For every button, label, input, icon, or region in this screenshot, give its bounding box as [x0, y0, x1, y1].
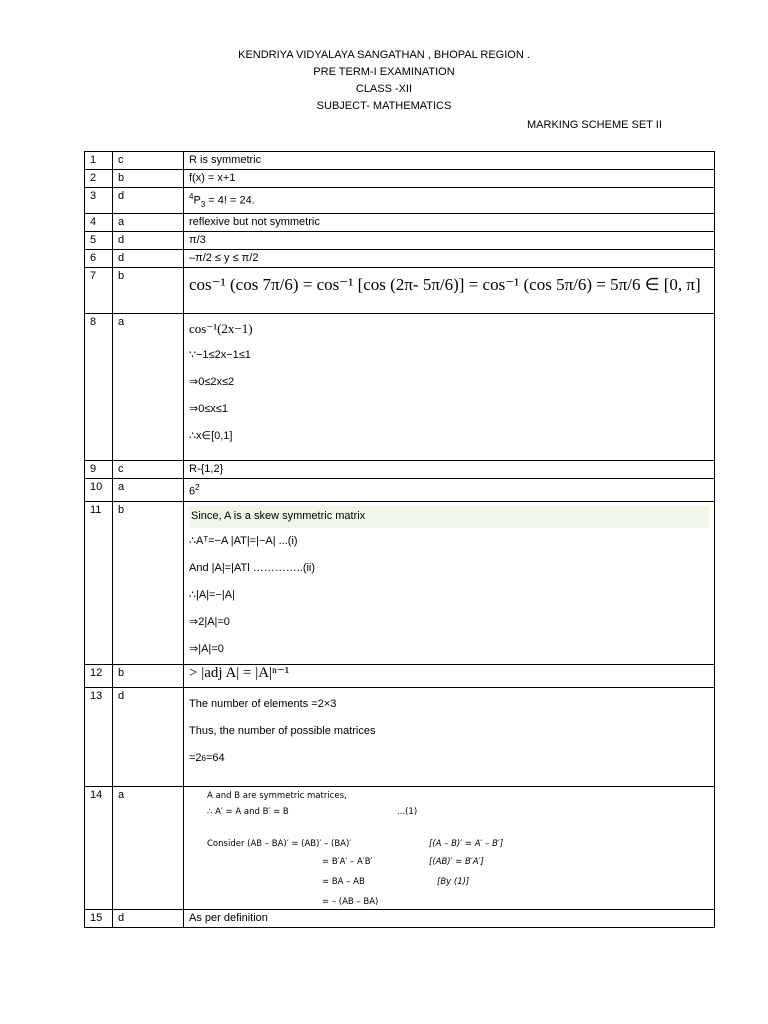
proof-ref: [(AB)′ = B′A′]: [429, 856, 484, 867]
question-number: 15: [85, 909, 113, 927]
table-row: [85, 313, 715, 460]
answer-formula: [184, 664, 715, 687]
option-letter: b: [113, 267, 184, 313]
question-number: 5: [85, 231, 113, 249]
answer-text: R is symmetric: [184, 152, 715, 170]
proof-line: = – (AB – BA): [322, 896, 379, 907]
table-row: [85, 267, 715, 313]
table-row: [85, 170, 715, 188]
answer-text: As per definition: [184, 909, 715, 927]
table-row: [85, 664, 715, 687]
step-base: =2: [189, 751, 202, 764]
header-line-4: SUBJECT- MATHEMATICS: [316, 100, 452, 112]
question-number: 12: [85, 664, 113, 687]
option-letter: c: [113, 460, 184, 478]
option-letter: d: [113, 249, 184, 267]
marking-scheme-label: MARKING SCHEME SET II: [527, 119, 662, 131]
answer-table: [84, 151, 715, 928]
inverse-cos-formula: cos⁻¹ (cos 7π/6) = cos⁻¹ [cos (2π- 5π/6)] = cos⁻¹ (cos 5π/6) = 5π/6 ∈ [0, π]: [189, 274, 701, 294]
table-row: [85, 478, 715, 501]
step-line: And |A|=|ATl …………..(ii): [189, 561, 316, 574]
answer-rest: = 4! = 24.: [205, 194, 255, 207]
answer-text: R-{1,2}: [184, 460, 715, 478]
proof-line: Consider (AB – BA)′ = (AB)′ – (BA)′: [207, 838, 352, 849]
table-row: [85, 231, 715, 249]
answer-steps: [184, 313, 715, 460]
question-number: 11: [85, 501, 113, 664]
proof-line: = BA – AB: [322, 876, 365, 887]
answer-steps: [184, 687, 715, 786]
option-letter: c: [113, 152, 184, 170]
table-row: [85, 460, 715, 478]
step-line: cos⁻¹(2x−1): [189, 320, 253, 336]
step-line: The number of elements =2×3: [189, 697, 337, 710]
question-number: 1: [85, 152, 113, 170]
question-number: 7: [85, 267, 113, 313]
answer-text: π/3: [184, 231, 715, 249]
step-line: Since, A is a skew symmetric matrix: [189, 506, 709, 528]
answer-text: [184, 478, 715, 501]
question-number: 10: [85, 478, 113, 501]
question-number: 14: [85, 786, 113, 909]
proof-ref: ...(1): [397, 806, 418, 817]
option-letter: b: [113, 501, 184, 664]
table-row: [85, 909, 715, 927]
option-letter: d: [113, 188, 184, 214]
answer-proof-image: [184, 786, 715, 909]
table-row: [85, 213, 715, 231]
question-number: 13: [85, 687, 113, 786]
step-line: [189, 745, 709, 772]
option-letter: b: [113, 664, 184, 687]
answer-formula: [184, 267, 715, 313]
answer-text: reflexive but not symmetric: [184, 213, 715, 231]
adjoint-formula: > |adj A| = |A|ⁿ⁻¹: [189, 664, 290, 681]
step-line: ∵−1≤2x−1≤1: [189, 348, 251, 361]
table-row: [85, 786, 715, 909]
answer-base: 6: [189, 485, 196, 498]
answer-text: –π/2 ≤ y ≤ π/2: [184, 249, 715, 267]
proof-ref: [By (1)]: [437, 876, 470, 887]
step-line: ⇒|A|=0: [189, 642, 224, 655]
table-row: [85, 687, 715, 786]
step-line: ∴|A|=−|A|: [189, 588, 235, 601]
option-letter: d: [113, 687, 184, 786]
proof-block: [189, 788, 709, 908]
option-letter: a: [113, 786, 184, 909]
step-exponent: 6: [201, 753, 206, 763]
answer-text: f(x) = x+1: [184, 170, 715, 188]
table-row: [85, 188, 715, 214]
question-number: 4: [85, 213, 113, 231]
header-line-2: PRE TERM-I EXAMINATION: [313, 66, 455, 78]
step-line: ∴x∈[0,1]: [189, 429, 233, 442]
question-number: 3: [85, 188, 113, 214]
question-number: 2: [85, 170, 113, 188]
header-line-1: KENDRIYA VIDYALAYA SANGATHAN , BHOPAL REGION .: [238, 49, 530, 61]
question-number: 9: [85, 460, 113, 478]
answer-superscript: 4: [189, 192, 194, 201]
proof-line: ∴ A′ = A and B′ = B: [207, 806, 289, 817]
question-number: 8: [85, 313, 113, 460]
option-letter: d: [113, 909, 184, 927]
option-letter: a: [113, 313, 184, 460]
step-line: ⇒2|A|=0: [189, 615, 230, 628]
proof-line: A and B are symmetric matrices,: [207, 790, 347, 801]
header-line-3: CLASS -XII: [355, 83, 413, 95]
step-line: ⇒0≤x≤1: [189, 402, 229, 415]
answer-exponent: 2: [195, 482, 200, 492]
step-rest: =64: [206, 751, 225, 764]
proof-line: = B′A′ – A′B′: [322, 856, 373, 867]
option-letter: a: [113, 213, 184, 231]
answer-subscript: 3: [200, 199, 206, 209]
table-row: [85, 501, 715, 664]
proof-ref: [(A – B)′ = A′ – B′]: [429, 838, 504, 849]
table-row: [85, 249, 715, 267]
step-line: ⇒0≤2x≤2: [189, 375, 235, 388]
document-header: [0, 47, 768, 115]
answer-steps: [184, 501, 715, 664]
option-letter: d: [113, 231, 184, 249]
option-letter: b: [113, 170, 184, 188]
answer-symbol: P: [193, 194, 201, 207]
answer-text: [184, 188, 715, 214]
option-letter: a: [113, 478, 184, 501]
step-line: Thus, the number of possible matrices: [189, 724, 376, 737]
step-line: ∴Aᵀ=−A |AT|=|−A| ...(i): [189, 534, 298, 547]
table-row: [85, 152, 715, 170]
question-number: 6: [85, 249, 113, 267]
